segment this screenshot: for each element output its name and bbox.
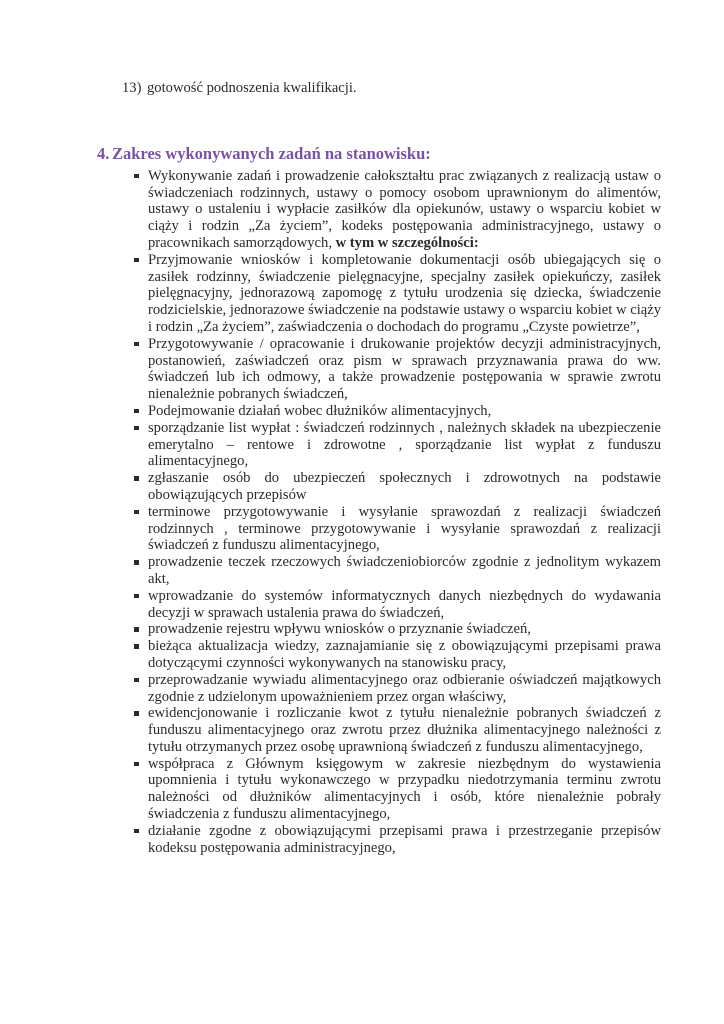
section-heading: [97, 144, 661, 164]
square-bullet-icon: [134, 711, 139, 716]
list-item: [134, 672, 661, 706]
list-item: [134, 588, 661, 622]
square-bullet-icon: [134, 342, 139, 347]
square-bullet-icon: [134, 510, 139, 515]
list-item-text: działanie zgodne z obowiązującymi przepisami prawa i przestrzeganie przepisów kodeksu postępowania administracyjnego,: [148, 822, 661, 856]
square-bullet-icon: [134, 678, 139, 683]
bullet-marker-column: [134, 403, 148, 420]
list-item: [134, 705, 661, 755]
bullet-marker-column: [134, 470, 148, 504]
square-bullet-icon: [134, 409, 139, 414]
bullet-marker-column: [134, 168, 148, 252]
list-item: [134, 336, 661, 403]
bullet-marker-column: [134, 420, 148, 470]
bullet-marker-column: [134, 823, 148, 857]
bullet-marker-column: [134, 705, 148, 755]
bullet-marker-column: [134, 672, 148, 706]
list-item: [134, 504, 661, 554]
bullet-marker-column: [134, 336, 148, 403]
bullet-marker-column: [134, 554, 148, 588]
list-item-text: ewidencjonowanie i rozliczanie kwot z tytułu nienależnie pobranych świadczeń z funduszu alimentacyjnego oraz zwrotu przez dłużnika alimentacyjnego należności z tytułu otrzymanych przez osobę uprawnioną świadczeń z funduszu alimentacyjnego,: [148, 705, 661, 755]
list-item: [134, 638, 661, 672]
square-bullet-icon: [134, 426, 139, 431]
list-item: [134, 470, 661, 504]
bullet-marker-column: [134, 504, 148, 554]
section-heading-number: 4.: [97, 143, 110, 163]
list-item-text: Przyjmowanie wniosków i kompletowanie dokumentacji osób ubiegających się o zasiłek rodzinny, świadczenie pielęgnacyjne, specjalny zasiłek opiekuńczy, zasiłek pielęgnacyjny, jednorazową zapomogę z tytułu urodzenia się dziecka, świadczenie rodzicielskie, jednorazowe świadczenie na podstawie ustawy o wsparciu kobiet w ciąży i rodzin „Za życiem”, zaświadczenia o dochodach do programu „Czyste powietrze”,: [148, 251, 661, 335]
list-item: [134, 403, 661, 420]
list-item-text: Wykonywanie zadań i prowadzenie całokształtu prac związanych z realizacją ustaw o świadczeniach rodzinnych, ustawy o pomocy osobom uprawnionym do alimentów, ustawy o ustaleniu i wypłacie zasiłków dla opiekunów, ustawy o wsparciu kobiet w ciąży i rodzin „Za życiem”, kodeks postępowania administracyjnego, ustawy o pracownikach samorządowych, w tym w szczególności:: [148, 167, 661, 251]
list-item: [134, 621, 661, 638]
square-bullet-icon: [134, 644, 139, 649]
list-item-text: sporządzanie list wypłat : świadczeń rodzinnych , należnych składek na ubezpieczenie emerytalno – rentowe i zdrowotne , sporządzanie list wypłat z funduszu alimentacyjnego,: [148, 419, 661, 470]
list-item-text: współpraca z Głównym księgowym w zakresie niezbędnym do wystawienia upomnienia i tytułu wykonawczego w przypadku niedotrzymania terminu zwrotu należności od dłużników alimentacyjnych i osób, które nienależnie pobrały świadczenia z funduszu alimentacyjnego,: [148, 755, 661, 823]
list-item-text: Przygotowywanie / opracowanie i drukowanie projektów decyzji administracyjnych, postanowień, zaświadczeń oraz pism w sprawach przyznawania prawa do ww. świadczeń lub ich odmowy, a także prowadzenie postępowania w sprawie zwrotu nienależnie pobranych świadczeń,: [148, 335, 661, 403]
bullet-marker-column: [134, 756, 148, 823]
numbered-item-13-number: 13): [122, 80, 142, 96]
list-item-text: terminowe przygotowywanie i wysyłanie sprawozdań z realizacji świadczeń rodzinnych , terminowe przygotowywanie i wysyłanie sprawozdań z realizacji świadczeń z funduszu alimentacyjnego,: [148, 503, 661, 554]
list-item-text: wprowadzanie do systemów informatycznych danych niezbędnych do wydawania decyzji w sprawach ustalenia prawa do świadczeń,: [148, 587, 661, 621]
section-heading-title: Zakres wykonywanych zadań na stanowisku:: [112, 143, 431, 163]
list-item: [134, 168, 661, 252]
list-item-text: prowadzenie teczek rzeczowych świadczeniobiorców zgodnie z jednolitym wykazem akt,: [148, 554, 661, 587]
bullet-list: [134, 168, 661, 857]
bullet-marker-column: [134, 252, 148, 336]
list-item: [134, 823, 661, 857]
numbered-item-13: [122, 80, 661, 97]
square-bullet-icon: [134, 829, 139, 834]
list-item-text: Podejmowanie działań wobec dłużników alimentacyjnych,: [148, 402, 492, 419]
list-item: [134, 420, 661, 470]
square-bullet-icon: [134, 627, 139, 632]
square-bullet-icon: [134, 594, 139, 599]
square-bullet-icon: [134, 258, 139, 263]
square-bullet-icon: [134, 174, 139, 179]
bullet-marker-column: [134, 638, 148, 672]
bullet-marker-column: [134, 588, 148, 622]
list-item-text: prowadzenie rejestru wpływu wniosków o przyznanie świadczeń,: [148, 621, 531, 638]
square-bullet-icon: [134, 762, 139, 767]
numbered-item-13-text: gotowość podnoszenia kwalifikacji.: [147, 80, 357, 96]
list-item-text: przeprowadzanie wywiadu alimentacyjnego oraz odbieranie oświadczeń majątkowych zgodnie z udzielonym upoważnieniem przez organ właściwy,: [148, 671, 661, 705]
list-item: [134, 554, 661, 588]
list-item: [134, 252, 661, 336]
list-item: [134, 756, 661, 823]
square-bullet-icon: [134, 560, 139, 565]
square-bullet-icon: [134, 476, 139, 481]
list-item-text: zgłaszanie osób do ubezpieczeń społecznych i zdrowotnych na podstawie obowiązujących przepisów: [148, 470, 661, 503]
list-item-text: bieżąca aktualizacja wiedzy, zaznajamianie się z obowiązującymi przepisami prawa dotyczącymi czynności wykonywanych na stanowisku pracy,: [148, 638, 661, 671]
bullet-marker-column: [134, 621, 148, 638]
